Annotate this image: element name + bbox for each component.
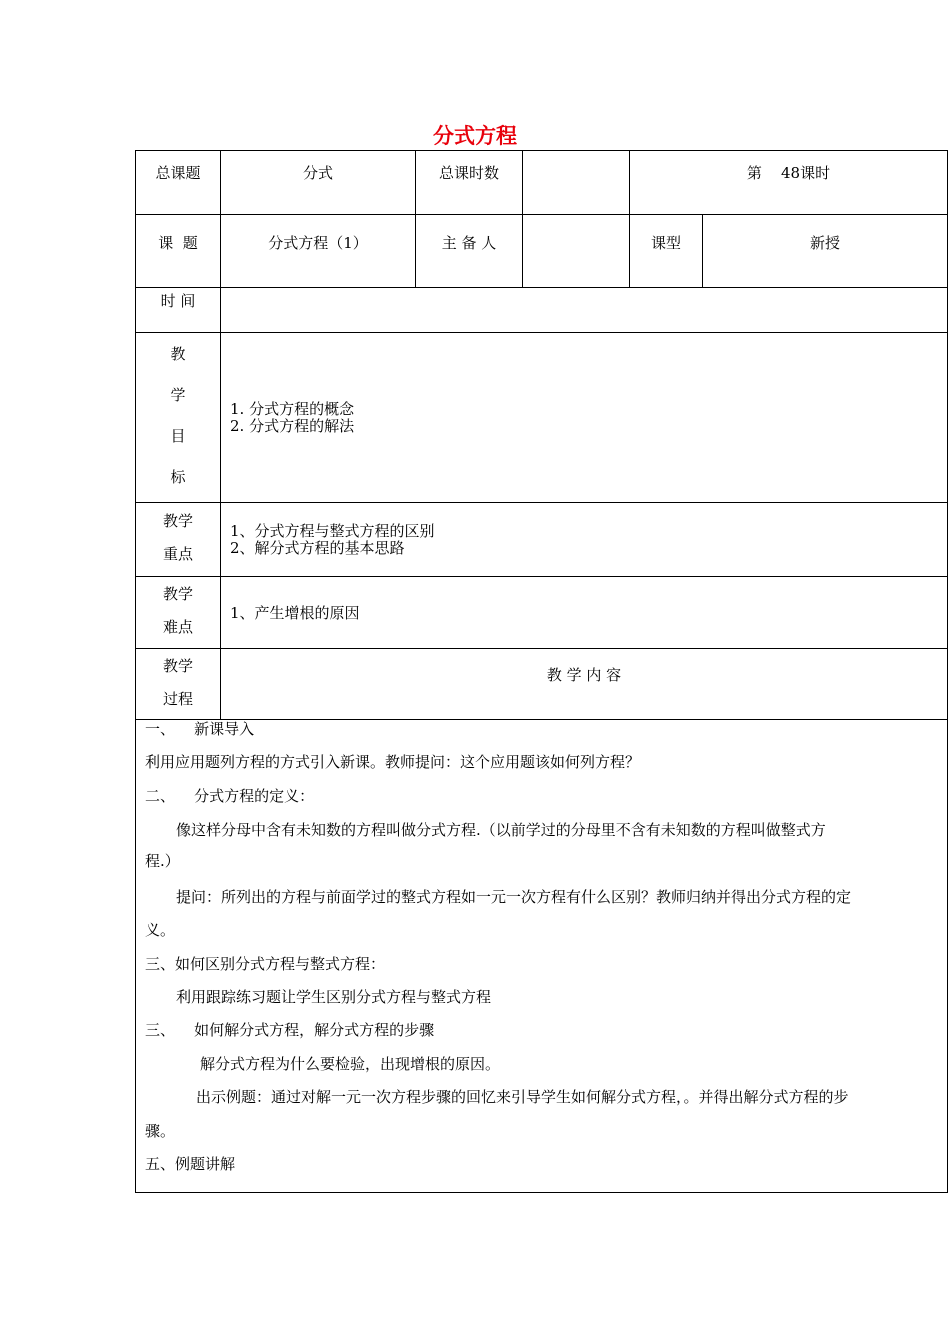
list-item: 2. 分式方程的解法 (230, 417, 355, 435)
document-title: 分式方程 (433, 124, 517, 148)
difficulties-list (230, 604, 360, 622)
list-item: 1、产生增根的原因 (230, 604, 360, 622)
label-lesson-topic: 课 题 (158, 234, 198, 252)
value-total-topic: 分式 (302, 164, 333, 182)
label-lead-preparer: 主 备 人 (441, 234, 497, 252)
label-total-hours: 总课时数 (438, 164, 499, 182)
value-lesson-type: 新授 (809, 234, 840, 252)
label-teaching-process: 教学 过程 (162, 657, 193, 708)
paragraph: 解分式方程为什么要检验，出现增根的原因。 (200, 1055, 501, 1073)
teaching-content-header: 教 学 内 容 (546, 666, 622, 684)
paragraph: 义。 (145, 921, 176, 939)
paragraph: 骤。 (145, 1122, 176, 1140)
value-lesson-topic: 分式方程（1） (268, 234, 368, 252)
label-difficulties: 教学 难点 (162, 585, 193, 636)
section-heading: 五、例题讲解 (145, 1155, 236, 1173)
section-heading: 二、 分式方程的定义： (145, 787, 315, 805)
label-key-points: 教学 重点 (162, 512, 193, 563)
paragraph: 提问：所列出的方程与前面学过的整式方程如一元一次方程有什么区别？教师归纳并得出分式方程的定 (176, 888, 852, 906)
paragraph: 程.） (145, 852, 180, 870)
list-item: 2、解分式方程的基本思路 (230, 539, 405, 557)
label-lesson-type: 课型 (650, 234, 681, 252)
objectives-list (230, 401, 354, 435)
label-teaching-objectives: 教 学 目 标 (170, 345, 186, 486)
section-heading: 三、如何区别分式方程与整式方程： (145, 955, 386, 973)
paragraph: 利用应用题列方程的方式引入新课。教师提问：这个应用题该如何列方程？ (145, 753, 641, 771)
key-points-list (230, 523, 435, 557)
paragraph: 像这样分母中含有未知数的方程叫做分式方程.（以前学过的分母里不含有未知数的方程叫做整式方 (176, 821, 826, 839)
label-total-topic: 总课题 (155, 164, 201, 182)
lesson-number: 第 48课时 (746, 164, 831, 182)
section-heading: 一、 新课导入 (145, 720, 255, 738)
paragraph: 出示例题：通过对解一元一次方程步骤的回忆来引导学生如何解分式方程，。并得出解分式方程的步 (196, 1088, 849, 1106)
list-item: 1. 分式方程的概念 (230, 400, 355, 418)
paragraph: 利用跟踪练习题让学生区别分式方程与整式方程 (176, 988, 492, 1006)
list-item: 1、分式方程与整式方程的区别 (230, 522, 435, 540)
label-time: 时 间 (160, 292, 196, 310)
section-heading: 三、 如何解分式方程，解分式方程的步骤 (145, 1021, 435, 1039)
